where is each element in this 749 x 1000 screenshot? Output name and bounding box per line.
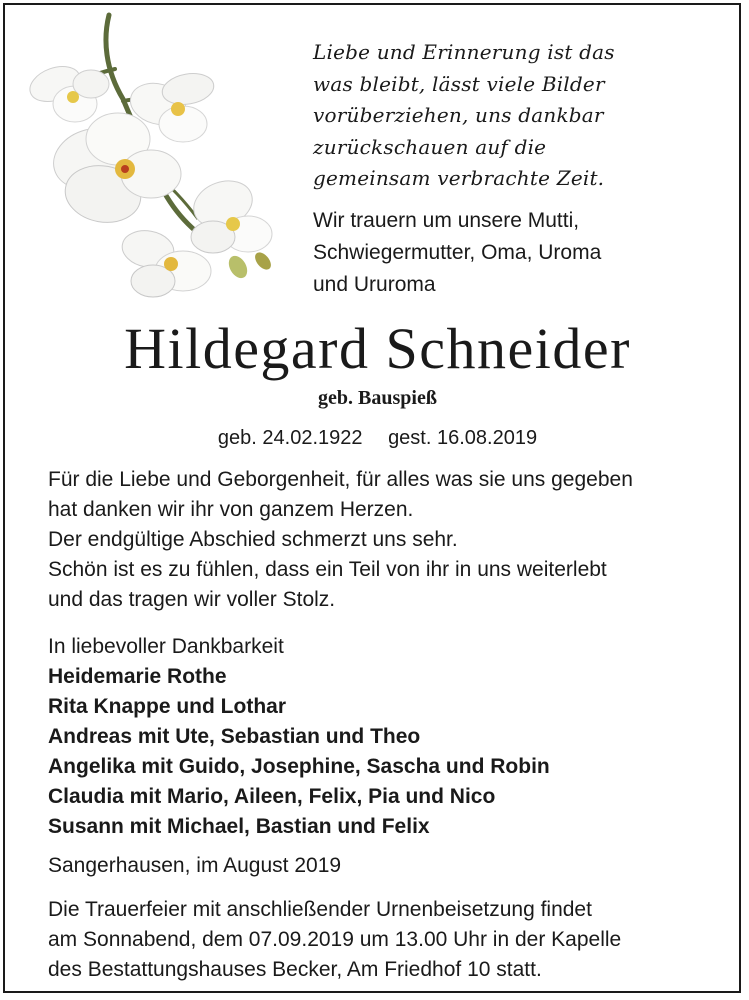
- quote-line: was bleibt, lässt viele Bilder: [313, 71, 605, 96]
- family-member: Claudia mit Mario, Aileen, Felix, Pia und Nico: [48, 785, 496, 808]
- thanks-line: Schön ist es zu fühlen, dass ein Teil von ihr in uns weiterlebt: [48, 558, 607, 581]
- thanks-line: Für die Liebe und Geborgenheit, für alles was sie uns gegeben: [48, 468, 633, 491]
- birth-date: geb. 24.02.1922: [217, 427, 363, 449]
- quote-line: zurückschauen auf die: [313, 134, 547, 159]
- thanks-line: Der endgültige Abschied schmerzt uns sehr.: [48, 528, 458, 551]
- family-member: Andreas mit Ute, Sebastian und Theo: [48, 725, 421, 748]
- funeral-notice: [48, 895, 728, 985]
- memorial-quote: [313, 37, 723, 195]
- thanks-line: hat danken wir ihr von ganzem Herzen.: [48, 498, 414, 521]
- mourning-line: Wir trauern um unsere Mutti,: [313, 209, 580, 232]
- family-signatures: [48, 632, 728, 842]
- place-date-line: Sangerhausen, im August 2019: [48, 854, 342, 877]
- family-member: Angelika mit Guido, Josephine, Sascha und Robin: [48, 755, 550, 778]
- thanks-paragraph: [48, 465, 728, 615]
- funeral-line: am Sonnabend, dem 07.09.2019 um 13.00 Uhr in der Kapelle: [48, 928, 622, 951]
- death-date: gest. 16.08.2019: [388, 427, 538, 449]
- family-intro: In liebevoller Dankbarkeit: [48, 635, 284, 658]
- orchid-flower-image: [23, 9, 283, 309]
- place-date: [48, 851, 728, 881]
- mourning-line: Schwiegermutter, Oma, Uroma: [313, 241, 602, 264]
- family-member: Susann mit Michael, Bastian und Felix: [48, 815, 430, 838]
- mourning-statement: [313, 205, 723, 301]
- thanks-line: und das tragen wir voller Stolz.: [48, 588, 336, 611]
- family-member: Heidemarie Rothe: [48, 665, 227, 688]
- life-dates: [5, 427, 749, 450]
- maiden-name: geb. Bauspieß: [318, 387, 437, 409]
- obituary-frame: [3, 3, 741, 993]
- quote-line: gemeinsam verbrachte Zeit.: [313, 166, 605, 190]
- funeral-line: Die Trauerfeier mit anschließender Urnenbeisetzung findet: [48, 898, 592, 921]
- mourning-line: und Ururoma: [313, 273, 436, 296]
- funeral-line: des Bestattungshauses Becker, Am Friedhof 10 statt.: [48, 958, 542, 981]
- family-member: Rita Knappe und Lothar: [48, 695, 286, 718]
- deceased-name: Hildegard Schneider: [124, 316, 631, 381]
- quote-line: Liebe und Erinnerung ist das: [313, 40, 615, 64]
- quote-line: vorüberziehen, uns dankbar: [313, 103, 604, 127]
